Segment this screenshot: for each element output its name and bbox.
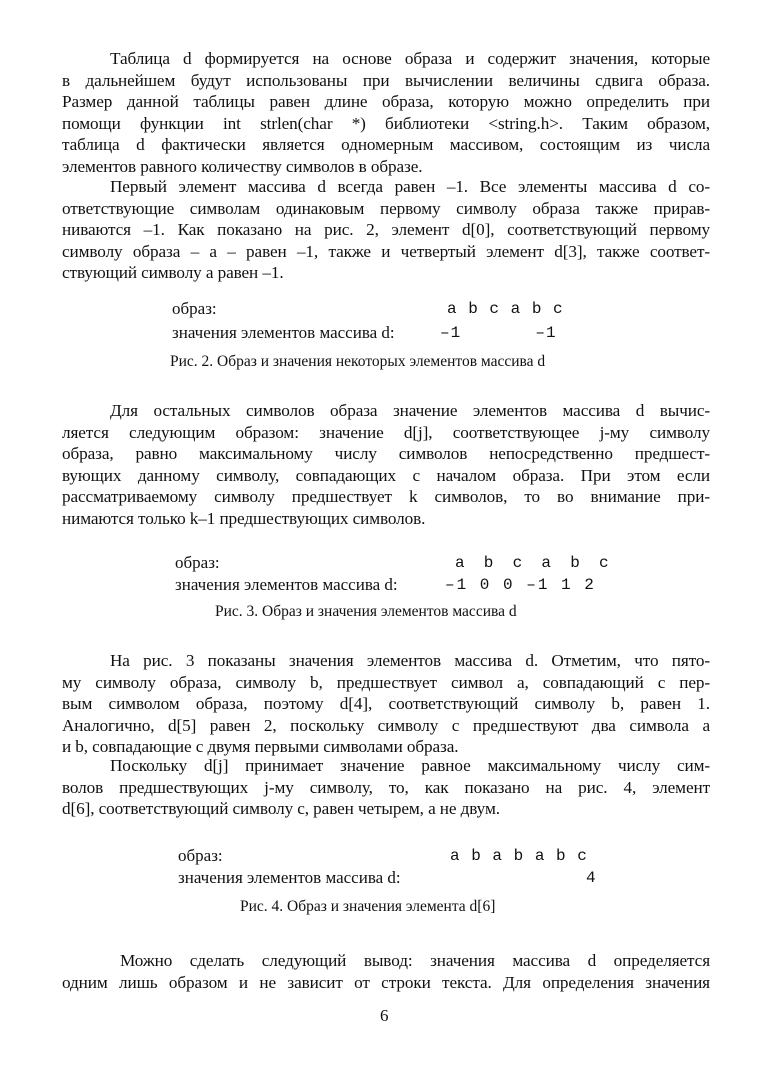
text-line: ляется следующим образом: значение d[j], соответствующее j-му символу [62,422,710,442]
pattern-chars: a b a b a b c [450,847,588,865]
text-line: образа, равно максимальному числу символов непосредственно предшест- [62,444,710,463]
pattern-chars: a b c a b c [447,300,564,318]
values-label: значения элементов массива d: [178,868,401,887]
text-line: символу образа – a – равен –1, также и четвертый элемент d[3], также соответ- [62,241,710,261]
text-line: Для остальных символов образа значение элементов массива d вычис- [110,401,710,420]
paragraph-6 [62,950,710,993]
text-line: Можно сделать следующий вывод: значения массива d определяется [120,951,710,970]
text-line: му символу образа, символу b, предшествует символ a, совпадающий с пер- [62,672,710,692]
paragraph-1 [62,48,710,177]
text-line: одним лишь образом и не зависит от строки текста. Для определения значения [62,972,710,992]
pattern-label: образ: [178,846,223,865]
figure-2-caption: Рис. 2. Образ и значения некоторых элементов массива d [170,353,546,370]
paragraph-2 [62,176,710,284]
text-line: d[6], соответствующий символу c, равен четырем, а не двум. [62,799,500,818]
pattern-chars: a b c a b c [455,554,609,572]
page-number: 6 [380,1006,389,1025]
paragraph-5 [62,755,710,820]
text-line: в дальнейшем будут использованы при вычислении величины сдвига образа. [62,70,710,90]
text-line: Таблица d формируется на основе образа и содержит значения, которые [110,49,710,68]
text-line: Поскольку d[j] принимает значение равное максимальному числу сим- [110,756,710,775]
text-line: рассматриваемому символу предшествует k символов, то во внимание при- [62,487,710,506]
text-line: и b, совпадающие с двумя первыми символами образа. [62,737,459,756]
text-line: вующих данному символу, совпадающих с началом образа. При этом если [62,465,710,485]
figure-4 [178,845,608,895]
pattern-label: образ: [175,553,220,572]
values-chars: 4 [586,869,597,887]
text-line: ответствующие символам одинаковым первому символу образа также прирав- [62,198,710,218]
figure-4-caption: Рис. 4. Образ и значения элемента d[6] [240,898,496,915]
text-line: нимаются только k–1 предшествующих символов. [62,508,426,528]
figure-3-caption: Рис. 3. Образ и значения элементов массива d [215,603,517,620]
text-line: вым символом образа, поэтому d[4], соответствующий символу b, равен 1. [62,694,710,713]
values-label: значения элементов массива d: [172,323,395,342]
text-line: помощи функции int strlen(char *) библиотеки <string.h>. Таким образом, [62,113,710,133]
text-line: элементов равного количеству символов в образе. [62,156,423,176]
text-line: На рис. 3 показаны значения элементов массива d. Отметим, что пято- [110,651,710,670]
figure-3 [175,552,615,602]
text-line: ниваются –1. Как показано на рис. 2, элемент d[0], соответствующий первому [62,220,710,239]
text-line: ствующий символу a равен –1. [62,263,284,282]
values-chars: –1 0 0 –1 1 2 [445,576,596,594]
text-line: Первый элемент массива d всегда равен –1. Все элементы массива d со- [110,177,710,196]
text-line: таблица d фактически является одномерным массивом, состоящим из числа [62,135,710,154]
text-line: волов предшествующих j-му символу, то, как показано на рис. 4, элемент [62,777,710,797]
paragraph-3 [62,400,710,529]
values-label: значения элементов массива d: [175,575,398,594]
text-line: Аналогично, d[5] равен 2, поскольку символу c предшествуют два символа a [62,715,710,735]
text-line: Размер данной таблицы равен длине образа, которую можно определить при [62,92,710,111]
paragraph-4 [62,650,710,758]
pattern-label: образ: [172,299,217,318]
values-chars: –1 –1 [440,324,557,342]
